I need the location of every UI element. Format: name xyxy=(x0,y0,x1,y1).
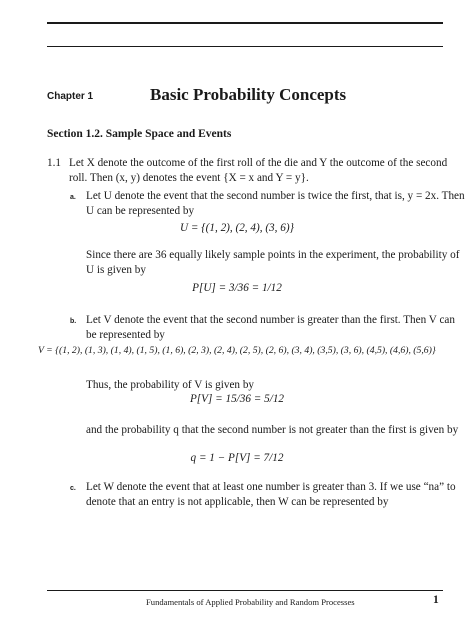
header-rule-top xyxy=(47,22,443,24)
header-rule-bottom xyxy=(47,46,443,47)
footer-rule xyxy=(47,590,443,591)
part-a-marker: a. xyxy=(70,194,76,201)
part-b-followup-line1: Thus, the probability of V is given by xyxy=(86,379,255,391)
part-a-text-line2: U can be represented by xyxy=(86,205,195,217)
part-c-marker: c. xyxy=(70,485,76,492)
part-b-marker: b. xyxy=(70,318,77,325)
part-c-text-line1: Let W denote the event that at least one number is greater than 3. If we use “na” to xyxy=(86,481,456,493)
part-a-text-line1: Let U denote the event that the second number is twice the first, that is, y = 2x. Then xyxy=(86,190,465,202)
problem-number: 1.1 xyxy=(47,157,61,169)
problem-intro-line1: Let X denote the outcome of the first roll of the die and Y the outcome of the second xyxy=(69,157,448,169)
footer-book-title: Fundamentals of Applied Probability and Random Processes xyxy=(146,597,355,607)
part-b-equation: V = {(1, 2), (1, 3), (1, 4), (1, 5), (1, 6), (2, 3), (2, 4), (2, 5), (2, 6), (3, 4), (3,5), (3, 6), (4,5), (4,6), (5,6)} xyxy=(38,345,436,356)
chapter-label: Chapter 1 xyxy=(47,91,94,102)
part-b-followup2: and the probability q that the second number is not greater than the first is given by xyxy=(86,424,459,436)
footer-page-number: 1 xyxy=(433,594,439,606)
part-c-text-line2: denote that an entry is not applicable, then W can be represented by xyxy=(86,496,389,508)
part-b-text-line1: Let V denote the event that the second number is greater than the first. Then V can xyxy=(86,314,455,326)
part-b-result2: q = 1 − P[V] = 7/12 xyxy=(190,452,284,464)
part-a-followup-line2: U is given by xyxy=(86,264,146,276)
part-a-equation: U = {(1, 2), (2, 4), (3, 6)} xyxy=(179,222,295,234)
section-heading: Section 1.2. Sample Space and Events xyxy=(47,128,232,140)
part-b-text-line2: be represented by xyxy=(86,329,165,341)
chapter-title: Basic Probability Concepts xyxy=(150,85,347,104)
part-b-result: P[V] = 15/36 = 5/12 xyxy=(189,393,285,405)
part-a-result: P[U] = 3/36 = 1/12 xyxy=(192,282,282,294)
part-a-followup-line1: Since there are 36 equally likely sample points in the experiment, the probability of xyxy=(86,249,460,261)
problem-intro-line2: roll. Then (x, y) denotes the event {X = x and Y = y}. xyxy=(69,172,309,184)
